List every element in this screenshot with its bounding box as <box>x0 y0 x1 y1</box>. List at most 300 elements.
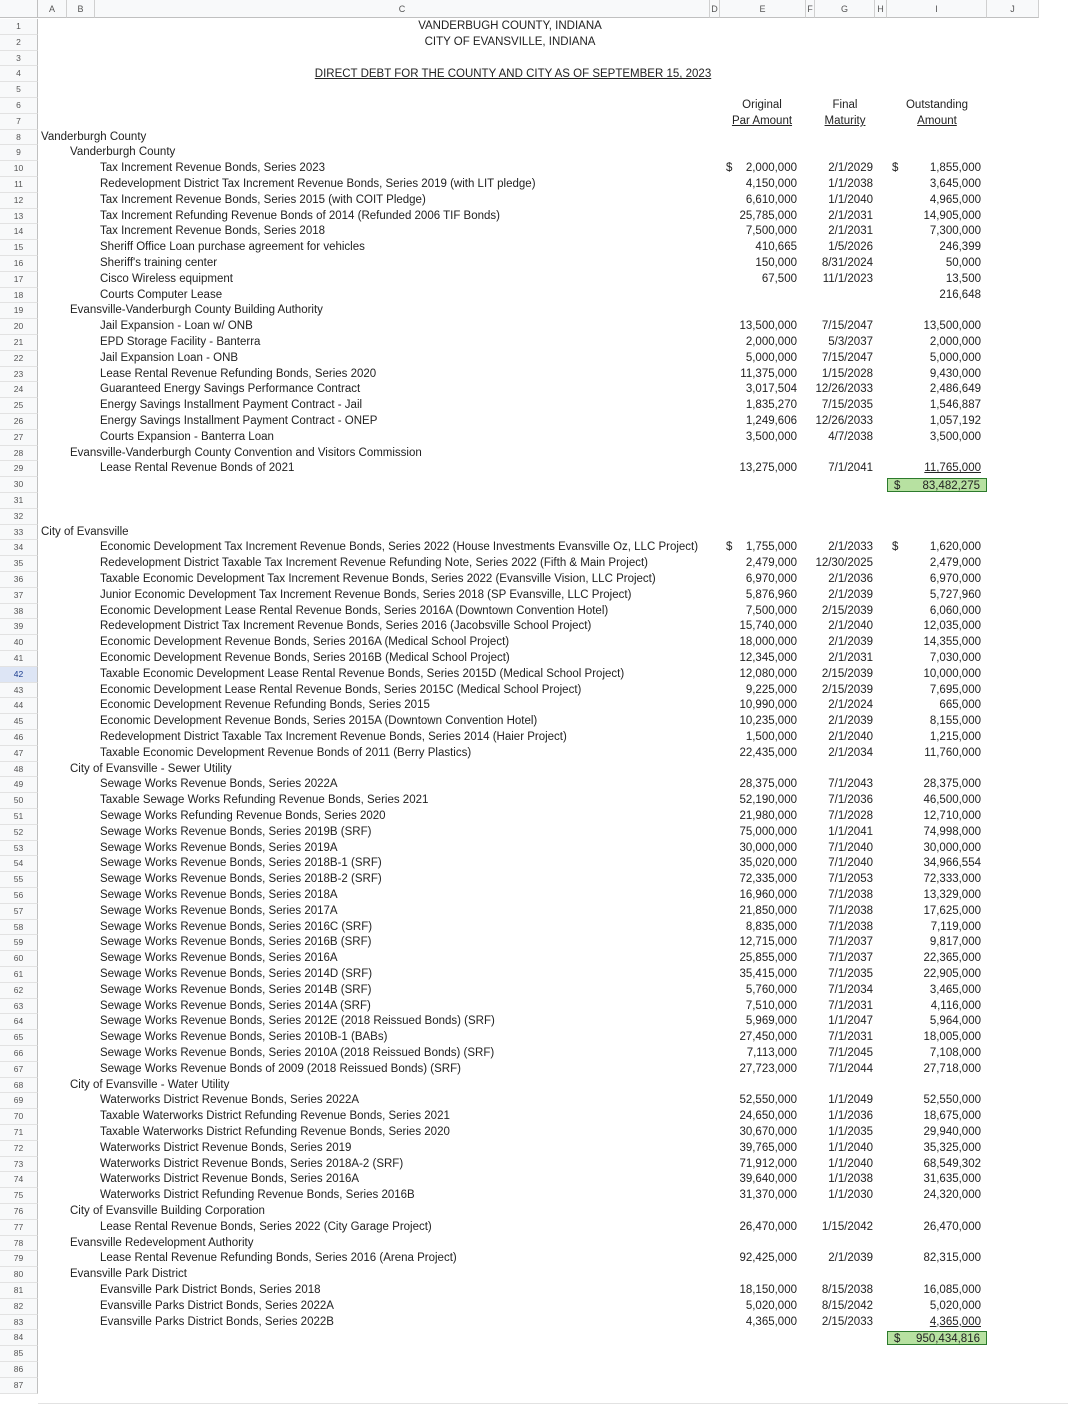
row-header[interactable]: 80 <box>0 1267 38 1283</box>
outstanding-amount[interactable]: 12,710,000 <box>923 810 981 822</box>
debt-issue-description[interactable]: Sewage Works Revenue Bonds, Series 2014A (SRF) <box>100 999 371 1012</box>
row-header[interactable]: 48 <box>0 762 38 778</box>
outstanding-amount[interactable]: 9,817,000 <box>929 936 981 949</box>
row-header[interactable]: 44 <box>0 698 38 714</box>
row-header[interactable]: 4 <box>0 66 38 82</box>
final-maturity[interactable]: 5/3/2037 <box>828 336 873 348</box>
outstanding-amount[interactable]: 2,486,649 <box>929 383 981 396</box>
row-header[interactable]: 40 <box>0 635 38 651</box>
original-par-amount[interactable]: 13,275,000 <box>739 462 797 475</box>
final-maturity[interactable]: 7/1/2040 <box>828 841 873 854</box>
final-maturity[interactable]: 4/7/2038 <box>828 430 873 443</box>
original-par-amount[interactable]: 52,190,000 <box>739 794 797 807</box>
outstanding-amount[interactable]: 13,500,000 <box>923 320 981 333</box>
original-par-amount[interactable]: 4,365,000 <box>745 1315 797 1328</box>
original-par-amount[interactable]: 25,855,000 <box>739 952 797 965</box>
debt-issue-description[interactable]: Taxable Sewage Works Refunding Revenue Bonds, Series 2021 <box>100 794 429 807</box>
row-header[interactable]: 85 <box>0 1346 38 1362</box>
original-par-amount[interactable]: 1,835,270 <box>745 399 797 412</box>
column-header-f[interactable]: F <box>806 0 815 18</box>
column-header-i[interactable]: I <box>887 0 987 18</box>
final-maturity[interactable]: 2/1/2039 <box>828 1252 873 1265</box>
original-par-amount[interactable]: 18,150,000 <box>739 1284 797 1296</box>
original-par-amount[interactable]: 30,670,000 <box>739 1126 797 1138</box>
outstanding-amount[interactable]: 52,550,000 <box>923 1094 981 1107</box>
debt-issue-description[interactable]: Sheriff's training center <box>100 257 218 269</box>
original-par-amount[interactable]: 21,980,000 <box>739 810 797 822</box>
debt-issue-description[interactable]: Lease Rental Revenue Refunding Bonds, Series 2020 <box>100 367 377 380</box>
row-header[interactable]: 23 <box>0 367 38 383</box>
debt-issue-description[interactable]: Junior Economic Development Tax Increment Revenue Bonds, Series 2018 (SP Evansville, LLC Project) <box>100 588 632 601</box>
row-header[interactable]: 31 <box>0 493 38 509</box>
final-maturity[interactable]: 1/1/2040 <box>828 1157 873 1170</box>
original-par-amount[interactable]: 3,017,504 <box>745 383 797 396</box>
column-header-j[interactable]: J <box>987 0 1039 18</box>
final-maturity[interactable]: 1/1/2036 <box>828 1110 873 1123</box>
row-header[interactable]: 68 <box>0 1078 38 1094</box>
original-par-amount[interactable]: 35,020,000 <box>739 857 797 870</box>
final-maturity[interactable]: 2/1/2039 <box>828 715 873 728</box>
final-maturity[interactable]: 1/15/2042 <box>821 1220 873 1233</box>
original-par-amount[interactable]: 6,610,000 <box>745 193 797 206</box>
row-header[interactable]: 79 <box>0 1251 38 1267</box>
row-header[interactable]: 30 <box>0 477 38 493</box>
row-header[interactable]: 28 <box>0 446 38 462</box>
row-header[interactable]: 5 <box>0 82 38 98</box>
original-par-amount[interactable]: 8,835,000 <box>745 920 797 933</box>
final-maturity[interactable]: 7/1/2040 <box>828 857 873 870</box>
debt-issue-description[interactable]: Economic Development Lease Rental Revenue Bonds, Series 2015C (Medical School Project) <box>100 683 582 696</box>
final-maturity[interactable]: 2/1/2024 <box>828 699 873 712</box>
original-par-amount[interactable]: 2,000,000 <box>745 162 797 175</box>
currency-sign-par[interactable]: $ <box>726 162 733 175</box>
final-maturity[interactable]: 2/1/2034 <box>828 746 873 759</box>
debt-issue-description[interactable]: Economic Development Revenue Bonds, Series 2016A (Medical School Project) <box>100 636 510 649</box>
debt-issue-description[interactable]: Sewage Works Revenue Bonds, Series 2010B-1 (BABs) <box>100 1031 388 1044</box>
debt-issue-description[interactable]: Evansville Parks District Bonds, Series 2022A <box>100 1299 334 1312</box>
original-par-amount[interactable]: 71,912,000 <box>739 1157 797 1170</box>
final-maturity[interactable]: 7/1/2036 <box>828 794 873 807</box>
row-header[interactable]: 82 <box>0 1299 38 1315</box>
final-maturity[interactable]: 1/1/2038 <box>828 178 873 190</box>
debt-issue-description[interactable]: Redevelopment District Taxable Tax Increment Revenue Bonds, Series 2014 (Haier Project) <box>100 731 567 743</box>
col-heading-par-amount[interactable]: Par Amount <box>731 115 793 127</box>
debt-issue-description[interactable]: Sewage Works Revenue Bonds, Series 2019B (SRF) <box>100 825 372 838</box>
row-header[interactable]: 16 <box>0 256 38 272</box>
debt-issue-description[interactable]: Redevelopment District Taxable Tax Increment Revenue Refunding Note, Series 2022 (Fifth & Main Project) <box>100 557 649 570</box>
section-heading[interactable]: Evansville Park District <box>70 1268 187 1281</box>
row-header[interactable]: 70 <box>0 1109 38 1125</box>
row-header[interactable]: 11 <box>0 177 38 193</box>
column-header-g[interactable]: G <box>815 0 875 18</box>
row-header[interactable]: 46 <box>0 730 38 746</box>
final-maturity[interactable]: 7/1/2053 <box>828 873 873 886</box>
col-heading-amount[interactable]: Amount <box>917 115 957 127</box>
debt-issue-description[interactable]: Economic Development Revenue Bonds, Series 2016B (Medical School Project) <box>100 652 510 664</box>
final-maturity[interactable]: 7/1/2037 <box>828 936 873 949</box>
row-header[interactable]: 61 <box>0 967 38 983</box>
debt-issue-description[interactable]: Evansville Park District Bonds, Series 2018 <box>100 1284 321 1296</box>
total-outstanding-cell[interactable] <box>887 478 987 492</box>
final-maturity[interactable]: 1/1/2041 <box>828 825 873 838</box>
debt-issue-description[interactable]: Lease Rental Revenue Bonds of 2021 <box>100 462 295 475</box>
original-par-amount[interactable]: 1,755,000 <box>745 541 797 554</box>
final-maturity[interactable]: 2/1/2031 <box>828 652 873 664</box>
outstanding-amount[interactable]: 14,355,000 <box>923 636 981 649</box>
section-heading[interactable]: Evansville-Vanderburgh County Convention and Visitors Commission <box>70 446 422 459</box>
debt-issue-description[interactable]: Courts Computer Lease <box>100 288 223 301</box>
row-header[interactable]: 81 <box>0 1283 38 1299</box>
original-par-amount[interactable]: 1,249,606 <box>745 415 797 427</box>
final-maturity[interactable]: 12/30/2025 <box>815 557 873 570</box>
original-par-amount[interactable]: 75,000,000 <box>739 825 797 838</box>
original-par-amount[interactable]: 31,370,000 <box>739 1189 797 1202</box>
final-maturity[interactable]: 7/1/2044 <box>828 1062 873 1075</box>
row-header[interactable]: 25 <box>0 398 38 414</box>
debt-issue-description[interactable]: Sewage Works Revenue Bonds, Series 2012E (2018 Reissued Bonds) (SRF) <box>100 1015 495 1028</box>
section-heading[interactable]: Vanderburgh County <box>70 146 176 159</box>
original-par-amount[interactable]: 3,500,000 <box>745 430 797 443</box>
row-header[interactable]: 6 <box>0 98 38 114</box>
final-maturity[interactable]: 2/1/2039 <box>828 636 873 649</box>
outstanding-amount[interactable]: 7,108,000 <box>929 1047 981 1059</box>
outstanding-amount[interactable]: 4,116,000 <box>930 999 981 1012</box>
row-header[interactable]: 34 <box>0 540 38 556</box>
row-header[interactable]: 76 <box>0 1204 38 1220</box>
row-header[interactable]: 17 <box>0 272 38 288</box>
debt-issue-description[interactable]: Sewage Works Revenue Bonds, Series 2010A (2018 Reissued Bonds) (SRF) <box>100 1047 495 1059</box>
row-header[interactable]: 58 <box>0 920 38 936</box>
debt-issue-description[interactable]: Jail Expansion Loan - ONB <box>100 351 239 364</box>
original-par-amount[interactable]: 7,113,000 <box>746 1047 797 1059</box>
original-par-amount[interactable]: 26,470,000 <box>739 1220 797 1233</box>
row-header[interactable]: 7 <box>0 114 38 130</box>
col-heading-original[interactable]: Original <box>742 99 782 111</box>
original-par-amount[interactable]: 30,000,000 <box>739 841 797 854</box>
original-par-amount[interactable]: 13,500,000 <box>739 320 797 333</box>
debt-issue-description[interactable]: Sewage Works Revenue Bonds, Series 2016B (SRF) <box>100 936 372 949</box>
row-header[interactable]: 9 <box>0 145 38 161</box>
row-header[interactable]: 35 <box>0 556 38 572</box>
debt-issue-description[interactable]: Energy Savings Installment Payment Contract - Jail <box>100 399 363 412</box>
row-header[interactable]: 53 <box>0 841 38 857</box>
debt-issue-description[interactable]: Sewage Works Revenue Bonds, Series 2018B-1 (SRF) <box>100 857 382 870</box>
row-header[interactable]: 49 <box>0 777 38 793</box>
debt-issue-description[interactable]: Sewage Works Revenue Bonds, Series 2014B (SRF) <box>100 983 372 996</box>
original-par-amount[interactable]: 10,235,000 <box>739 715 797 728</box>
row-header[interactable]: 45 <box>0 714 38 730</box>
debt-issue-description[interactable]: Sewage Works Revenue Bonds, Series 2014D (SRF) <box>100 968 373 980</box>
debt-issue-description[interactable]: Guaranteed Energy Savings Performance Contract <box>100 383 361 396</box>
final-maturity[interactable]: 7/15/2047 <box>821 351 873 364</box>
original-par-amount[interactable]: 5,760,000 <box>745 983 797 996</box>
section-heading[interactable]: Evansville Redevelopment Authority <box>70 1236 254 1249</box>
outstanding-amount[interactable]: 18,675,000 <box>923 1110 981 1123</box>
final-maturity[interactable]: 7/1/2038 <box>828 920 873 933</box>
outstanding-amount[interactable]: 665,000 <box>939 699 981 712</box>
final-maturity[interactable]: 7/1/2031 <box>828 999 873 1012</box>
original-par-amount[interactable]: 39,765,000 <box>739 1141 797 1154</box>
final-maturity[interactable]: 7/1/2038 <box>828 889 873 901</box>
debt-issue-description[interactable]: Jail Expansion - Loan w/ ONB <box>100 320 253 333</box>
row-header[interactable]: 12 <box>0 193 38 209</box>
outstanding-amount[interactable]: 29,940,000 <box>923 1126 981 1138</box>
row-header[interactable]: 55 <box>0 872 38 888</box>
final-maturity[interactable]: 8/15/2042 <box>821 1299 873 1312</box>
debt-issue-description[interactable]: Energy Savings Installment Payment Contract - ONEP <box>100 415 378 427</box>
row-header[interactable]: 67 <box>0 1062 38 1078</box>
outstanding-amount[interactable]: 5,020,000 <box>929 1299 981 1312</box>
final-maturity[interactable]: 7/15/2047 <box>821 320 873 333</box>
row-header[interactable]: 19 <box>0 303 38 319</box>
debt-issue-description[interactable]: Taxable Waterworks District Refunding Revenue Bonds, Series 2020 <box>100 1126 450 1138</box>
original-par-amount[interactable]: 27,450,000 <box>739 1031 797 1044</box>
row-header[interactable]: 73 <box>0 1157 38 1173</box>
debt-issue-description[interactable]: Sewage Works Revenue Bonds, Series 2022A <box>100 778 338 791</box>
outstanding-amount[interactable]: 2,000,000 <box>929 336 981 348</box>
row-header[interactable]: 83 <box>0 1315 38 1331</box>
debt-issue-description[interactable]: Taxable Economic Development Revenue Bonds of 2011 (Berry Plastics) <box>100 746 472 759</box>
final-maturity[interactable]: 7/1/2034 <box>828 983 873 996</box>
outstanding-amount[interactable]: 1,620,000 <box>929 541 981 554</box>
original-par-amount[interactable]: 10,990,000 <box>739 699 797 712</box>
outstanding-amount[interactable]: 34,966,554 <box>923 857 981 870</box>
column-header-d[interactable]: D <box>710 0 720 18</box>
row-header[interactable]: 62 <box>0 983 38 999</box>
debt-issue-description[interactable]: Redevelopment District Tax Increment Revenue Bonds, Series 2019 (with LIT pledge) <box>100 178 536 190</box>
final-maturity[interactable]: 2/1/2031 <box>828 209 873 222</box>
row-header[interactable]: 69 <box>0 1093 38 1109</box>
row-header[interactable]: 43 <box>0 683 38 699</box>
original-par-amount[interactable]: 2,000,000 <box>745 336 797 348</box>
row-header[interactable]: 32 <box>0 509 38 525</box>
row-header[interactable]: 3 <box>0 51 38 67</box>
section-heading[interactable]: City of Evansville - Sewer Utility <box>70 762 232 775</box>
row-header[interactable]: 15 <box>0 240 38 256</box>
row-header[interactable]: 65 <box>0 1030 38 1046</box>
final-maturity[interactable]: 7/1/2045 <box>828 1047 873 1059</box>
outstanding-amount[interactable]: 13,500 <box>945 272 981 285</box>
row-header[interactable]: 36 <box>0 572 38 588</box>
outstanding-amount[interactable]: 6,060,000 <box>929 604 981 617</box>
debt-issue-description[interactable]: Evansville Parks District Bonds, Series 2022B <box>100 1315 334 1328</box>
final-maturity[interactable]: 2/15/2039 <box>821 683 873 696</box>
outstanding-amount[interactable]: 11,760,000 <box>924 746 981 759</box>
row-header[interactable]: 42 <box>0 667 38 683</box>
row-header[interactable]: 87 <box>0 1378 38 1394</box>
outstanding-amount[interactable]: 3,645,000 <box>929 178 981 190</box>
original-par-amount[interactable]: 21,850,000 <box>739 904 797 917</box>
final-maturity[interactable]: 2/15/2039 <box>821 604 873 617</box>
final-maturity[interactable]: 1/1/2035 <box>828 1126 873 1138</box>
outstanding-amount[interactable]: 2,479,000 <box>929 557 981 570</box>
row-header[interactable]: 54 <box>0 856 38 872</box>
final-maturity[interactable]: 2/1/2040 <box>828 620 873 633</box>
debt-issue-description[interactable]: Waterworks District Revenue Bonds, Series 2022A <box>100 1094 360 1107</box>
outstanding-amount[interactable]: 7,030,000 <box>929 652 981 664</box>
outstanding-amount[interactable]: 3,500,000 <box>929 430 981 443</box>
row-header[interactable]: 74 <box>0 1172 38 1188</box>
outstanding-amount[interactable]: 7,300,000 <box>929 225 981 238</box>
outstanding-amount[interactable]: 7,695,000 <box>929 683 981 696</box>
debt-issue-description[interactable]: Sewage Works Revenue Bonds, Series 2019A <box>100 841 338 854</box>
row-header[interactable]: 75 <box>0 1188 38 1204</box>
final-maturity[interactable]: 2/15/2039 <box>821 667 873 680</box>
row-header[interactable]: 72 <box>0 1141 38 1157</box>
final-maturity[interactable]: 7/1/2031 <box>828 1031 873 1044</box>
debt-issue-description[interactable]: Sheriff Office Loan purchase agreement for vehicles <box>100 241 365 254</box>
title-county[interactable]: VANDERBUGH COUNTY, INDIANA <box>418 20 602 32</box>
col-heading-outstanding[interactable]: Outstanding <box>905 99 968 111</box>
original-par-amount[interactable]: 24,650,000 <box>739 1110 797 1123</box>
outstanding-amount[interactable]: 30,000,000 <box>923 841 981 854</box>
debt-issue-description[interactable]: Taxable Waterworks District Refunding Revenue Bonds, Series 2021 <box>100 1110 450 1123</box>
original-par-amount[interactable]: 27,723,000 <box>739 1062 797 1075</box>
original-par-amount[interactable]: 4,150,000 <box>745 178 797 190</box>
outstanding-amount[interactable]: 72,333,000 <box>923 873 981 886</box>
row-header[interactable]: 39 <box>0 619 38 635</box>
original-par-amount[interactable]: 67,500 <box>761 272 797 285</box>
debt-issue-description[interactable]: Tax Increment Revenue Bonds, Series 2015 (with COIT Pledge) <box>100 193 426 206</box>
outstanding-amount[interactable]: 26,470,000 <box>923 1220 981 1233</box>
final-maturity[interactable]: 2/1/2029 <box>828 162 873 175</box>
debt-issue-description[interactable]: Sewage Works Revenue Bonds of 2009 (2018 Reissued Bonds) (SRF) <box>100 1062 461 1075</box>
final-maturity[interactable]: 1/1/2030 <box>828 1189 873 1202</box>
row-header[interactable]: 29 <box>0 461 38 477</box>
row-header[interactable]: 21 <box>0 335 38 351</box>
original-par-amount[interactable]: 6,970,000 <box>745 573 797 585</box>
row-header[interactable]: 63 <box>0 999 38 1015</box>
outstanding-amount[interactable]: 4,365,000 <box>929 1315 981 1328</box>
row-header[interactable]: 13 <box>0 209 38 225</box>
debt-issue-description[interactable]: Waterworks District Revenue Bonds, Series 2019 <box>100 1141 352 1154</box>
col-heading-final[interactable]: Final <box>832 99 858 111</box>
debt-issue-description[interactable]: Redevelopment District Tax Increment Revenue Bonds, Series 2016 (Jacobsville School Project) <box>100 620 592 633</box>
outstanding-amount[interactable]: 10,000,000 <box>923 667 981 680</box>
row-header[interactable]: 57 <box>0 904 38 920</box>
debt-issue-description[interactable]: Tax Increment Refunding Revenue Bonds of 2014 (Refunded 2006 TIF Bonds) <box>100 209 500 222</box>
currency-sign-outstanding[interactable]: $ <box>892 541 899 554</box>
original-par-amount[interactable]: 12,715,000 <box>739 936 797 949</box>
final-maturity[interactable]: 1/1/2038 <box>828 1173 873 1186</box>
final-maturity[interactable]: 1/1/2040 <box>828 1141 873 1154</box>
original-par-amount[interactable]: 16,960,000 <box>739 889 797 901</box>
original-par-amount[interactable]: 5,000,000 <box>745 351 797 364</box>
section-heading[interactable]: City of Evansville Building Corporation <box>70 1205 265 1217</box>
original-par-amount[interactable]: 2,479,000 <box>745 557 797 570</box>
column-header-c[interactable]: C <box>95 0 710 18</box>
debt-issue-description[interactable]: Sewage Works Revenue Bonds, Series 2018A <box>100 889 338 901</box>
outstanding-amount[interactable]: 1,546,887 <box>929 399 981 412</box>
row-header[interactable]: 38 <box>0 604 38 620</box>
debt-issue-description[interactable]: Sewage Works Revenue Bonds, Series 2016A <box>100 952 338 965</box>
row-header[interactable]: 27 <box>0 430 38 446</box>
col-heading-maturity[interactable]: Maturity <box>824 115 866 127</box>
row-header[interactable]: 1 <box>0 19 38 35</box>
row-header[interactable]: 71 <box>0 1125 38 1141</box>
outstanding-amount[interactable]: 46,500,000 <box>923 794 981 807</box>
outstanding-amount[interactable]: 6,970,000 <box>929 573 981 585</box>
original-par-amount[interactable]: 35,415,000 <box>739 968 797 980</box>
outstanding-amount[interactable]: 74,998,000 <box>923 825 981 838</box>
debt-issue-description[interactable]: Economic Development Revenue Bonds, Series 2015A (Downtown Convention Hotel) <box>100 715 538 728</box>
final-maturity[interactable]: 1/1/2040 <box>828 193 873 206</box>
row-header[interactable]: 86 <box>0 1362 38 1378</box>
debt-issue-description[interactable]: Cisco Wireless equipment <box>100 272 233 285</box>
outstanding-amount[interactable]: 22,365,000 <box>923 952 981 965</box>
final-maturity[interactable]: 2/1/2031 <box>828 225 873 238</box>
outstanding-amount[interactable]: 246,399 <box>939 241 981 254</box>
row-header[interactable]: 18 <box>0 288 38 304</box>
outstanding-amount[interactable]: 14,905,000 <box>923 209 981 222</box>
outstanding-amount[interactable]: 5,964,000 <box>929 1015 981 1028</box>
row-header[interactable]: 10 <box>0 161 38 177</box>
row-header[interactable]: 26 <box>0 414 38 430</box>
section-heading[interactable]: Vanderburgh County <box>41 130 147 143</box>
original-par-amount[interactable]: 410,665 <box>755 241 797 254</box>
final-maturity[interactable]: 8/31/2024 <box>821 257 873 269</box>
debt-issue-description[interactable]: Economic Development Revenue Refunding Bonds, Series 2015 <box>100 699 430 712</box>
outstanding-amount[interactable]: 216,648 <box>939 288 981 301</box>
column-header-a[interactable]: A <box>38 0 67 18</box>
select-all-corner[interactable] <box>0 0 38 18</box>
original-par-amount[interactable]: 5,969,000 <box>745 1015 797 1028</box>
debt-issue-description[interactable]: Waterworks District Revenue Bonds, Series 2016A <box>100 1173 360 1186</box>
outstanding-amount[interactable]: 31,635,000 <box>923 1173 981 1186</box>
outstanding-amount[interactable]: 24,320,000 <box>923 1189 981 1202</box>
total-outstanding-cell[interactable] <box>887 1331 987 1345</box>
row-header[interactable]: 14 <box>0 224 38 240</box>
final-maturity[interactable]: 11/1/2023 <box>822 272 873 285</box>
final-maturity[interactable]: 2/1/2033 <box>828 541 873 554</box>
final-maturity[interactable]: 8/15/2038 <box>821 1284 873 1296</box>
row-header[interactable]: 22 <box>0 351 38 367</box>
outstanding-amount[interactable]: 1,215,000 <box>929 731 981 743</box>
title-city[interactable]: CITY OF EVANSVILLE, INDIANA <box>424 36 596 48</box>
column-header-h[interactable]: H <box>875 0 887 18</box>
outstanding-amount[interactable]: 18,005,000 <box>923 1031 981 1044</box>
debt-issue-description[interactable]: Economic Development Lease Rental Revenue Bonds, Series 2016A (Downtown Convention Hotel) <box>100 604 609 617</box>
original-par-amount[interactable]: 12,345,000 <box>739 652 797 664</box>
row-header[interactable]: 24 <box>0 382 38 398</box>
final-maturity[interactable]: 1/1/2049 <box>828 1094 873 1107</box>
column-header-b[interactable]: B <box>67 0 95 18</box>
final-maturity[interactable]: 7/1/2037 <box>828 952 873 965</box>
outstanding-amount[interactable]: 12,035,000 <box>923 620 981 633</box>
outstanding-amount[interactable]: 50,000 <box>945 257 981 269</box>
debt-issue-description[interactable]: Economic Development Tax Increment Revenue Bonds, Series 2022 (House Investments Evansville Oz, LLC Project) <box>100 541 699 554</box>
final-maturity[interactable]: 12/26/2033 <box>815 383 873 396</box>
column-header-e[interactable]: E <box>720 0 806 18</box>
row-header[interactable]: 50 <box>0 793 38 809</box>
original-par-amount[interactable]: 9,225,000 <box>745 683 797 696</box>
final-maturity[interactable]: 7/1/2035 <box>828 968 873 980</box>
row-header[interactable]: 33 <box>0 525 38 541</box>
final-maturity[interactable]: 7/1/2038 <box>828 904 873 917</box>
row-header[interactable]: 77 <box>0 1220 38 1236</box>
outstanding-amount[interactable]: 5,000,000 <box>929 351 981 364</box>
original-par-amount[interactable]: 52,550,000 <box>739 1094 797 1107</box>
row-header[interactable]: 66 <box>0 1046 38 1062</box>
original-par-amount[interactable]: 39,640,000 <box>739 1173 797 1186</box>
row-header[interactable]: 41 <box>0 651 38 667</box>
row-header[interactable]: 52 <box>0 825 38 841</box>
debt-issue-description[interactable]: Tax Increment Revenue Bonds, Series 2023 <box>100 162 326 175</box>
debt-issue-description[interactable]: Sewage Works Revenue Bonds, Series 2016C (SRF) <box>100 920 373 933</box>
final-maturity[interactable]: 7/1/2043 <box>828 778 873 791</box>
row-header[interactable]: 47 <box>0 746 38 762</box>
original-par-amount[interactable]: 7,510,000 <box>745 999 797 1012</box>
